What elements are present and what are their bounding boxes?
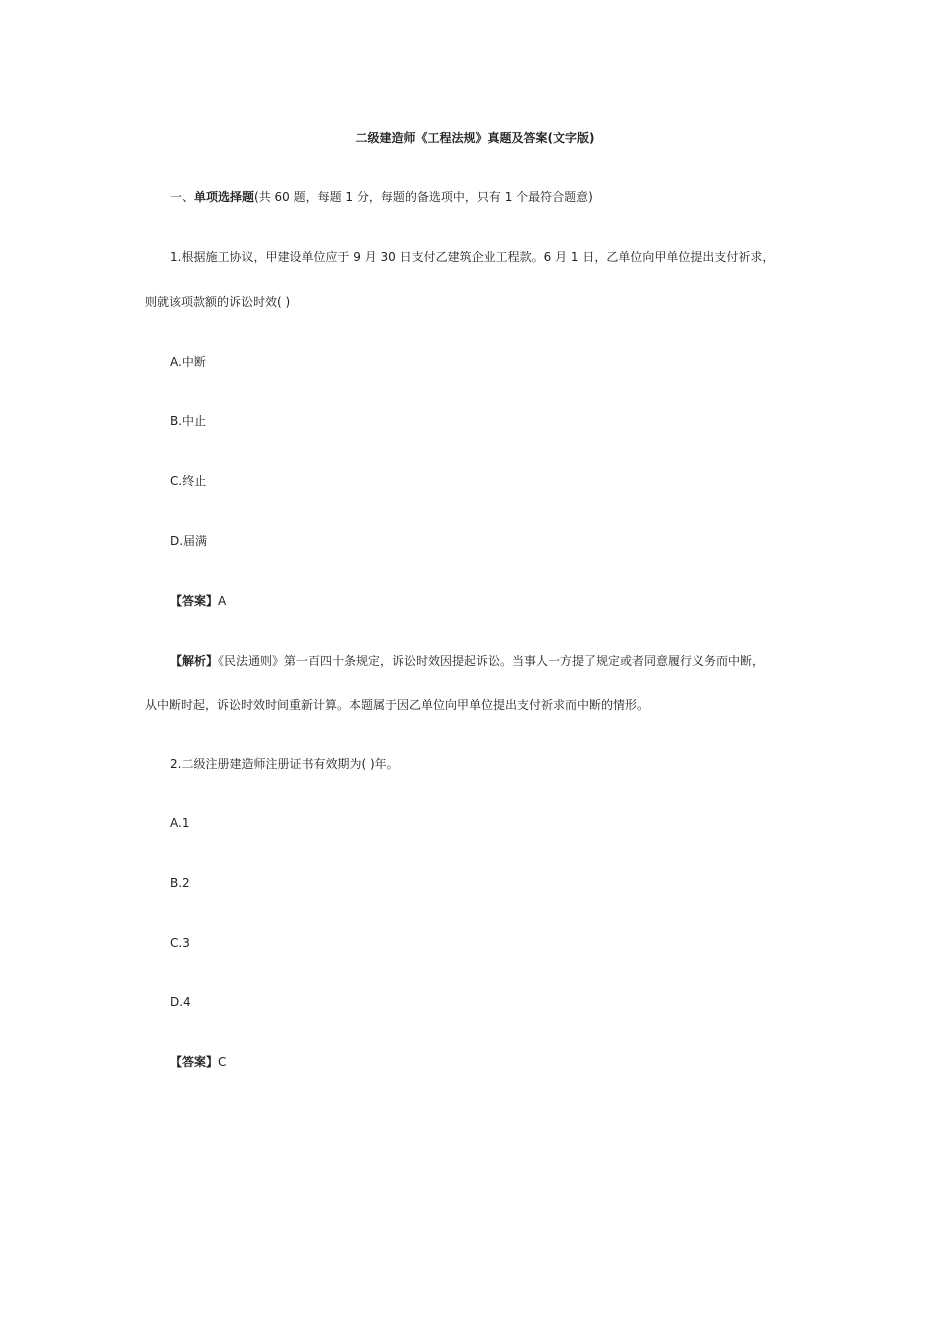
- q2-stem: 2.二级注册建造师注册证书有效期为( )年。: [170, 757, 399, 771]
- section-note: (共 60 题，每题 1 分，每题的备选项中，只有 1 个最符合题意): [254, 190, 593, 204]
- q2-option-d: D.4: [170, 995, 191, 1009]
- q1-analysis-line1: [170, 653, 764, 669]
- q2-answer-value: C: [218, 1055, 227, 1069]
- section-heading-text: 单项选择题: [194, 190, 255, 204]
- q2-answer: [170, 1054, 226, 1070]
- q1-answer-tag: 【答案】: [170, 594, 219, 608]
- q1-stem-line1: 1.根据施工协议，甲建设单位应于 9 月 30 日支付乙建筑企业工程款。6 月 1 日，乙单位向甲单位提出支付祈求，: [170, 250, 775, 264]
- q2-option-b: B.2: [170, 876, 190, 890]
- q1-answer-value: A: [218, 594, 227, 608]
- q1-analysis-tag: 【解析】: [170, 654, 219, 668]
- q1-analysis-text: 《民法通则》第一百四十条规定，诉讼时效因提起诉讼。当事人一方提了规定或者同意履行义务而中断，: [218, 654, 765, 668]
- document-title: 二级建造师《工程法规》真题及答案(文字版): [355, 131, 595, 145]
- q1-option-d: D.届满: [170, 534, 208, 548]
- q1-option-c: C.终止: [170, 474, 207, 488]
- q1-option-b: B.中止: [170, 414, 207, 428]
- q2-option-a: A.1: [170, 816, 190, 830]
- section-heading: [170, 189, 593, 205]
- q1-option-a: A.中断: [170, 355, 206, 369]
- section-prefix: 一、: [170, 190, 195, 204]
- q2-answer-tag: 【答案】: [170, 1055, 219, 1069]
- q1-answer: [170, 593, 226, 609]
- q2-option-c: C.3: [170, 936, 190, 950]
- q1-analysis-line2: 从中断时起，诉讼时效时间重新计算。本题属于因乙单位向甲单位提出支付祈求而中断的情形。: [145, 698, 650, 712]
- q1-stem-line2: 则就该项款额的诉讼时效( ): [145, 295, 291, 309]
